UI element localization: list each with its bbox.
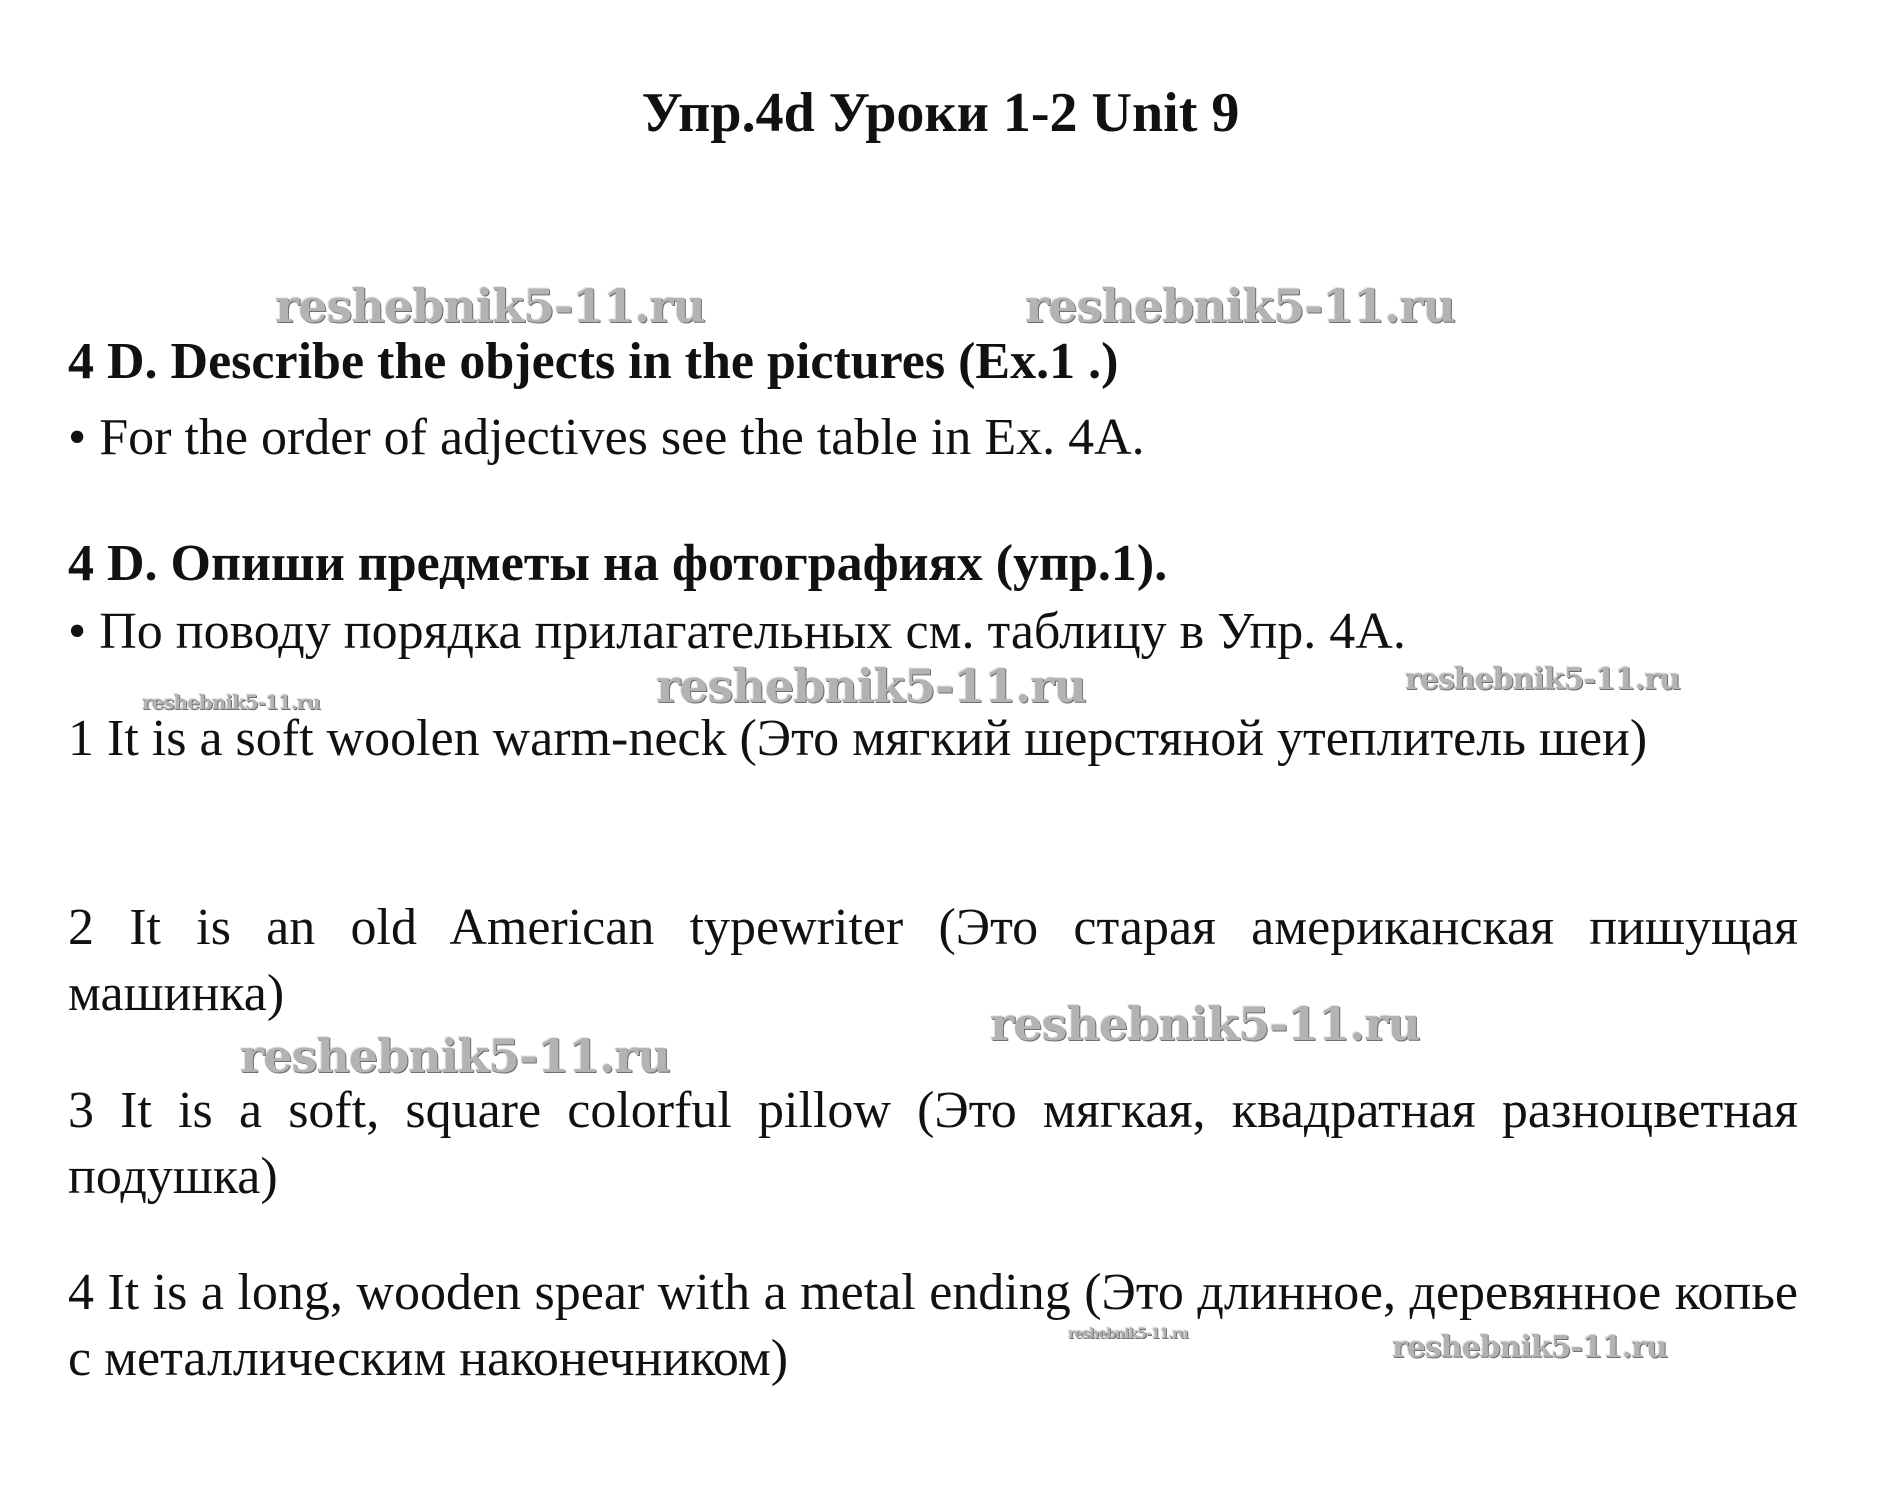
watermark: reshebnik5-11.ru: [240, 1029, 670, 1083]
answer-item-4: 4 It is a long, wooden spear with a metal ending (Это длинное, деревянное копье с металлическим наконечником): [68, 1264, 1798, 1387]
task-heading-en: 4 D. Describe the objects in the pictures (Ex.1 .): [68, 333, 1119, 390]
watermark: reshebnik5-11.ru: [990, 997, 1420, 1051]
watermark: reshebnik5-11.ru: [1392, 1330, 1667, 1365]
answer-item-2: 2 It is an old American typewriter (Это старая американская пишущая машинка): [68, 899, 1798, 1022]
task-note-ru: • По поводу порядка прилагательных см. таблицу в Упр. 4А.: [68, 603, 1406, 660]
answer-item-3: 3 It is a soft, square colorful pillow (Это мягкая, квадратная разноцветная подушка): [68, 1082, 1798, 1205]
task-note-en: • For the order of adjectives see the table in Ex. 4A.: [68, 409, 1145, 466]
watermark: reshebnik5-11.ru: [142, 690, 320, 714]
watermark: reshebnik5-11.ru: [656, 659, 1086, 713]
answer-item-1: 1 It is a soft woolen warm-neck (Это мягкий шерстяной утеплитель шеи): [68, 710, 1648, 767]
watermark: reshebnik5-11.ru: [1025, 279, 1455, 333]
page-title: Упр.4d Уроки 1-2 Unit 9: [641, 82, 1240, 144]
watermark: reshebnik5-11.ru: [275, 279, 705, 333]
watermark: reshebnik5-11.ru: [1068, 1326, 1188, 1342]
watermark: reshebnik5-11.ru: [1405, 662, 1680, 697]
task-heading-ru: 4 D. Опиши предметы на фотографиях (упр.1).: [68, 535, 1168, 592]
